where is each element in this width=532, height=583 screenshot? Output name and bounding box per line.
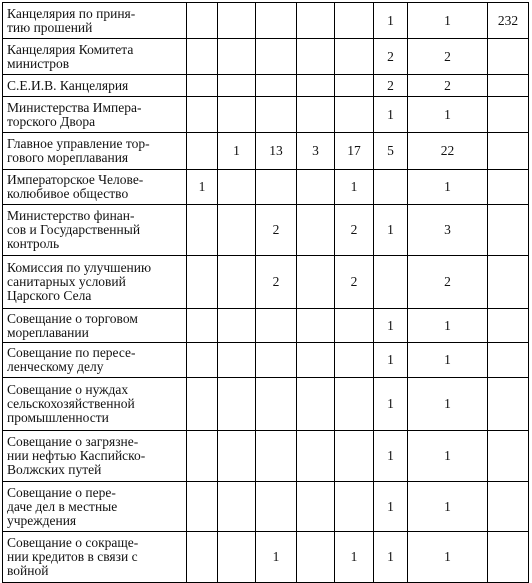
row-name-line: тию прошений xyxy=(7,19,93,35)
value-cell xyxy=(187,431,218,482)
row-name-line: Министерство финан- xyxy=(7,208,135,223)
value-cell: 1 xyxy=(374,205,408,256)
table-row xyxy=(3,378,529,431)
row-name-cell xyxy=(3,3,187,39)
row-name-line: нии кредитов в связи с xyxy=(7,549,138,564)
value-cell: 1 xyxy=(408,378,488,431)
value-cell: 2 xyxy=(374,75,408,97)
value-cell: 2 xyxy=(408,256,488,309)
row-name-line: нии нефтью Каспийско- xyxy=(7,448,146,463)
value-cell xyxy=(187,3,218,39)
value-cell: 1 xyxy=(374,482,408,532)
row-name-line: колюбивое общество xyxy=(7,186,129,201)
value-cell xyxy=(488,532,529,583)
value-cell xyxy=(218,75,256,97)
table-row xyxy=(3,205,529,256)
value-cell xyxy=(488,343,529,378)
value-cell xyxy=(218,431,256,482)
table-row xyxy=(3,256,529,309)
table-row xyxy=(3,170,529,205)
value-cell xyxy=(256,431,297,482)
value-cell xyxy=(488,482,529,532)
value-cell xyxy=(218,532,256,583)
value-cell: 1 xyxy=(374,97,408,133)
value-cell xyxy=(218,170,256,205)
row-name-line: Совещание о загрязне- xyxy=(7,434,139,449)
value-cell: 1 xyxy=(374,309,408,343)
value-cell: 1 xyxy=(374,343,408,378)
value-cell xyxy=(488,170,529,205)
value-cell xyxy=(187,378,218,431)
value-cell: 2 xyxy=(408,39,488,75)
table-row xyxy=(3,97,529,133)
row-name-cell xyxy=(3,343,187,378)
row-name-line: сов и Государственный xyxy=(7,222,141,237)
value-cell: 2 xyxy=(408,75,488,97)
value-cell: 232 xyxy=(488,3,529,39)
value-cell xyxy=(187,75,218,97)
table-row xyxy=(3,482,529,532)
value-cell: 1 xyxy=(408,170,488,205)
value-cell xyxy=(297,378,335,431)
value-cell xyxy=(374,256,408,309)
value-cell xyxy=(256,170,297,205)
value-cell: 5 xyxy=(374,133,408,170)
row-name-line: Министерства Импера- xyxy=(7,99,142,115)
value-cell: 2 xyxy=(256,256,297,309)
value-cell xyxy=(256,378,297,431)
row-name-cell xyxy=(3,378,187,431)
row-name-line: Главное управление тор- xyxy=(7,136,150,151)
value-cell xyxy=(297,170,335,205)
value-cell xyxy=(297,205,335,256)
value-cell xyxy=(335,97,374,133)
value-cell xyxy=(488,309,529,343)
value-cell xyxy=(256,75,297,97)
value-cell xyxy=(187,133,218,170)
value-cell xyxy=(218,482,256,532)
value-cell xyxy=(218,97,256,133)
value-cell xyxy=(187,532,218,583)
row-name-line: торского Двора xyxy=(7,113,96,129)
value-cell xyxy=(297,256,335,309)
row-name-line: войной xyxy=(7,563,49,578)
value-cell xyxy=(488,431,529,482)
value-cell xyxy=(297,343,335,378)
value-cell xyxy=(256,3,297,39)
row-name-line: учреждения xyxy=(7,512,77,528)
value-cell: 1 xyxy=(408,431,488,482)
table-row xyxy=(3,532,529,583)
value-cell: 2 xyxy=(335,205,374,256)
value-cell xyxy=(297,309,335,343)
value-cell xyxy=(297,532,335,583)
value-cell xyxy=(488,256,529,309)
row-name-line: Канцелярия Комитета xyxy=(7,41,134,57)
value-cell xyxy=(187,39,218,75)
value-cell xyxy=(297,97,335,133)
value-cell xyxy=(374,170,408,205)
value-cell: 2 xyxy=(374,39,408,75)
row-name-cell xyxy=(3,482,187,532)
row-name-line: Совещание по пересе- xyxy=(7,345,136,360)
value-cell: 2 xyxy=(335,256,374,309)
value-cell xyxy=(297,75,335,97)
value-cell xyxy=(187,343,218,378)
value-cell xyxy=(488,39,529,75)
row-name-cell xyxy=(3,75,187,97)
value-cell: 13 xyxy=(256,133,297,170)
row-name-line: Совещание о сокраще- xyxy=(7,535,139,550)
value-cell xyxy=(488,75,529,97)
value-cell: 17 xyxy=(335,133,374,170)
value-cell xyxy=(187,309,218,343)
row-name-line: Волжских путей xyxy=(7,462,102,477)
value-cell: 1 xyxy=(408,309,488,343)
value-cell xyxy=(297,482,335,532)
value-cell xyxy=(218,309,256,343)
value-cell xyxy=(256,97,297,133)
value-cell: 2 xyxy=(256,205,297,256)
row-name-line: министров xyxy=(7,55,70,71)
value-cell xyxy=(297,39,335,75)
value-cell: 1 xyxy=(218,133,256,170)
value-cell: 1 xyxy=(408,3,488,39)
value-cell xyxy=(488,133,529,170)
row-name-cell xyxy=(3,170,187,205)
row-name-cell xyxy=(3,431,187,482)
row-name-line: Совещание о нуждах xyxy=(7,382,129,397)
value-cell xyxy=(335,378,374,431)
value-cell: 1 xyxy=(408,97,488,133)
value-cell xyxy=(218,205,256,256)
row-name-line: ленческому делу xyxy=(7,359,104,374)
row-name-line: гового мореплавания xyxy=(7,150,129,165)
row-name-line: Совещание о пере- xyxy=(7,484,116,500)
row-name-line: даче дел в местные xyxy=(7,498,118,514)
row-name-line: Канцелярия по приня- xyxy=(7,5,136,21)
row-name-line: С.Е.И.В. Канцелярия xyxy=(7,77,129,93)
table-row xyxy=(3,75,529,97)
value-cell: 3 xyxy=(297,133,335,170)
value-cell: 1 xyxy=(335,170,374,205)
value-cell: 1 xyxy=(374,378,408,431)
value-cell xyxy=(256,39,297,75)
table-row xyxy=(3,3,529,39)
row-name-cell xyxy=(3,205,187,256)
data-table xyxy=(2,2,529,583)
value-cell xyxy=(335,431,374,482)
row-name-cell xyxy=(3,39,187,75)
value-cell: 1 xyxy=(187,170,218,205)
value-cell: 1 xyxy=(374,532,408,583)
row-name-line: мореплавании xyxy=(7,324,89,340)
value-cell xyxy=(335,75,374,97)
row-name-line: Императорское Челове- xyxy=(7,172,144,187)
value-cell: 1 xyxy=(335,532,374,583)
row-name-line: Царского Села xyxy=(7,288,92,303)
row-name-cell xyxy=(3,133,187,170)
table-row xyxy=(3,133,529,170)
value-cell xyxy=(218,343,256,378)
value-cell: 1 xyxy=(374,431,408,482)
value-cell xyxy=(218,256,256,309)
row-name-line: санитарных условий xyxy=(7,274,126,289)
value-cell: 1 xyxy=(408,343,488,378)
value-cell xyxy=(488,378,529,431)
value-cell xyxy=(256,343,297,378)
row-name-line: промышленности xyxy=(7,410,109,425)
row-name-line: контроль xyxy=(7,236,60,251)
value-cell xyxy=(256,482,297,532)
value-cell xyxy=(256,309,297,343)
row-name-line: Комиссия по улучшению xyxy=(7,260,152,275)
value-cell: 3 xyxy=(408,205,488,256)
value-cell xyxy=(297,431,335,482)
value-cell: 1 xyxy=(374,3,408,39)
value-cell xyxy=(488,97,529,133)
row-name-cell xyxy=(3,532,187,583)
row-name-cell xyxy=(3,309,187,343)
value-cell: 1 xyxy=(256,532,297,583)
value-cell xyxy=(187,482,218,532)
value-cell: 1 xyxy=(408,482,488,532)
value-cell: 1 xyxy=(408,532,488,583)
table-row xyxy=(3,431,529,482)
value-cell xyxy=(218,3,256,39)
value-cell xyxy=(218,378,256,431)
value-cell xyxy=(218,39,256,75)
value-cell xyxy=(187,97,218,133)
row-name-line: сельскохозяйственной xyxy=(7,396,135,411)
row-name-line: Совещание о торговом xyxy=(7,310,138,326)
value-cell xyxy=(335,309,374,343)
value-cell: 22 xyxy=(408,133,488,170)
row-name-cell xyxy=(3,256,187,309)
value-cell xyxy=(335,39,374,75)
value-cell xyxy=(335,482,374,532)
value-cell xyxy=(488,205,529,256)
value-cell xyxy=(335,3,374,39)
table-row xyxy=(3,39,529,75)
table-row xyxy=(3,309,529,343)
value-cell xyxy=(187,205,218,256)
table-row xyxy=(3,343,529,378)
row-name-cell xyxy=(3,97,187,133)
value-cell xyxy=(335,343,374,378)
value-cell xyxy=(297,3,335,39)
value-cell xyxy=(187,256,218,309)
